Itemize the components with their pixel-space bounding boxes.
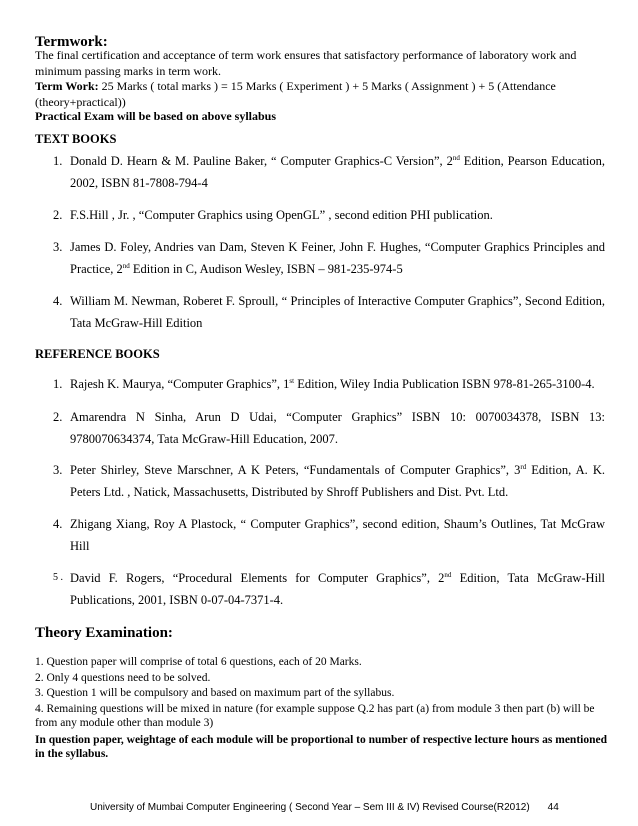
practical-exam-note: Practical Exam will be based on above syllabus <box>35 109 277 123</box>
theory-point: 3. Question 1 will be compulsory and based on maximum part of the syllabus. <box>35 687 395 699</box>
theory-point: 4. Remaining questions will be mixed in nature (for example suppose Q.2 has part (a) from module 3 then part (b) will be from any module other than module 3) <box>35 703 595 730</box>
reference-books-heading: REFERENCE BOOKS <box>35 347 160 361</box>
list-item: 1. Rajesh K. Maurya, “Computer Graphics”, 1st Edition, Wiley India Publication ISBN 978-81-265-3100-4. <box>53 377 595 391</box>
list-item: 3. James D. Foley, Andries van Dam, Steven K Feiner, John F. Hughes, “Computer Graphics Principles and Practice, 2nd Edition in C, Audison Wesley, ISBN – 981-235-974-5 <box>53 240 605 276</box>
theory-point: 1. Question paper will comprise of total 6 questions, each of 20 Marks. <box>35 656 362 668</box>
termwork-heading: Termwork: <box>35 34 108 50</box>
termwork-intro: The final certification and acceptance of term work ensures that satisfactory performance of laboratory work and minimum passing marks in term work. <box>35 48 577 78</box>
page-number: 44 <box>547 802 559 813</box>
list-item: 3. Peter Shirley, Steve Marschner, A K Peters, “Fundamentals of Computer Graphics”, 3rd Edition, A. K. Peters Ltd. , Natick, Massachusetts, Distributed by Shroff Publishers and Dist. Pvt. Ltd. <box>53 463 605 499</box>
theory-exam-heading: Theory Examination: <box>35 625 173 641</box>
text-books-heading: TEXT BOOKS <box>35 132 117 146</box>
page-footer <box>90 802 559 813</box>
list-item: 1. Donald D. Hearn & M. Pauline Baker, “ Computer Graphics-C Version”, 2nd Edition, Pearson Education, 2002, ISBN 81-7808-794-4 <box>53 154 605 190</box>
list-item: 2. Amarendra N Sinha, Arun D Udai, “Computer Graphics” ISBN 10: 0070034378, ISBN 13: 9780070634374, Tata McGraw-Hill Education, 2007. <box>53 410 605 446</box>
list-item: 2. F.S.Hill , Jr. , “Computer Graphics using OpenGL” , second edition PHI publication. <box>53 208 493 222</box>
term-work-label: Term Work: <box>35 79 99 93</box>
weightage-note: In question paper, weightage of each module will be proportional to number of respective lecture hours as mentioned in the syllabus. <box>35 734 607 761</box>
list-item: 4. Zhigang Xiang, Roy A Plastock, “ Computer Graphics”, second edition, Shaum’s Outlines, Tat McGraw Hill <box>53 517 605 553</box>
termwork-marks <box>35 79 605 110</box>
list-item: 5 . David F. Rogers, “Procedural Elements for Computer Graphics”, 2nd Edition, Tata McGraw-Hill Publications, 2001, ISBN 0-07-04-7371-4. <box>53 571 606 607</box>
theory-point: 2. Only 4 questions need to be solved. <box>35 672 211 684</box>
footer-text: University of Mumbai Computer Engineering ( Second Year – Sem III & IV) Revised Course(R2012) <box>90 802 530 813</box>
list-item: 4. William M. Newman, Roberet F. Sproull, “ Principles of Interactive Computer Graphics”, Second Edition, Tata McGraw-Hill Edition <box>53 294 605 330</box>
term-work-marks-text: 25 Marks ( total marks ) = 15 Marks ( Experiment ) + 5 Marks ( Assignment ) + 5 (Attendance (theory+practical)) <box>35 79 556 109</box>
